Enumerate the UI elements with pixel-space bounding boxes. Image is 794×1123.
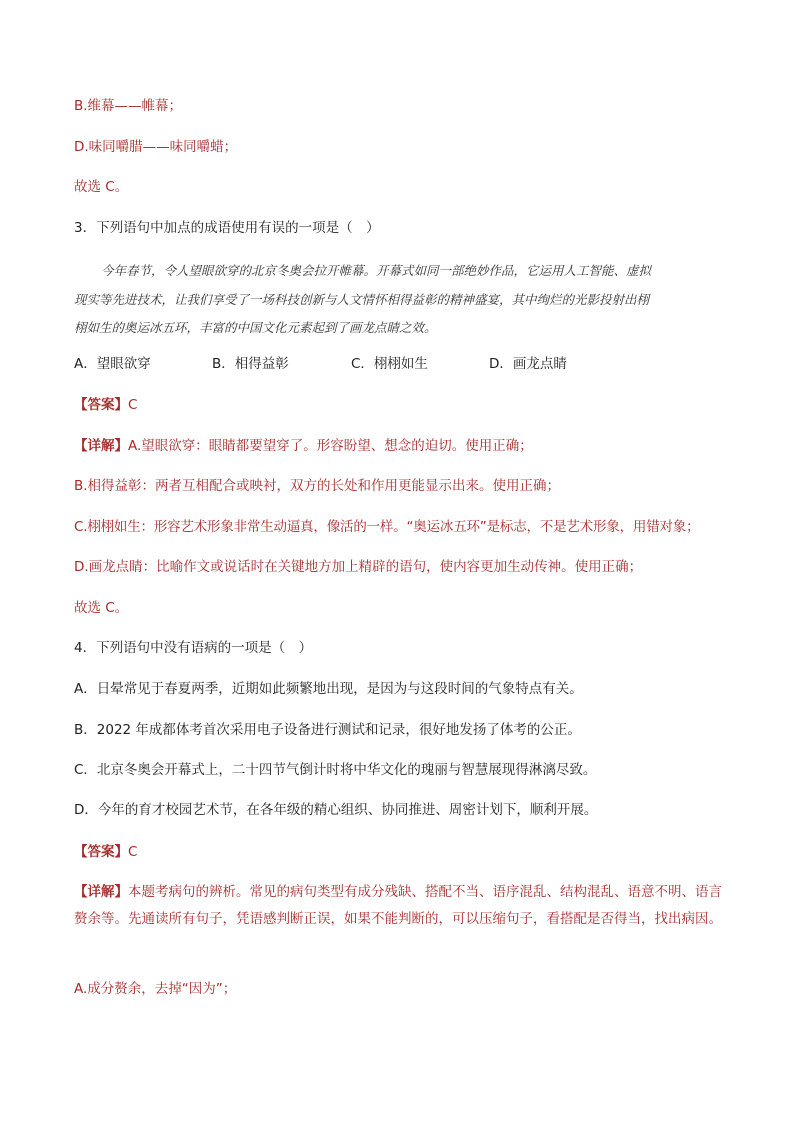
q2-option-b-correction: B.维幕——帷幕； <box>74 98 183 114</box>
q4-option-d: D．今年的育才校园艺术节，在各年级的精心组织、协同推进、周密计划下，顺利开展。 <box>74 802 598 818</box>
q3-passage <box>74 257 724 343</box>
q4-answer-value: C <box>128 844 138 860</box>
q3-conclusion: 故选 C。 <box>74 600 129 616</box>
q4-detail <box>74 879 724 933</box>
q2-conclusion: 故选 C。 <box>74 179 129 195</box>
q3-option-a: A．望眼欲穿 <box>74 356 151 372</box>
q3-option-d: D．画龙点睛 <box>489 356 567 372</box>
q3-answer-value: C <box>128 397 138 413</box>
q3-option-c: C．栩栩如生 <box>351 356 428 372</box>
q4-option-c: C．北京冬奥会开幕式上，二十四节气倒计时将中华文化的瑰丽与智慧展现得淋漓尽致。 <box>74 762 597 778</box>
q4-option-b: B．2022 年成都体考首次采用电子设备进行测试和记录，很好地发扬了体考的公正。 <box>74 722 581 738</box>
q3-options <box>74 354 567 374</box>
q4-detail-text: 本题考病句的辨析。常见的病句类型有成分残缺、搭配不当、语序混乱、结构混乱、语意不明、语言赘余等。先通读所有句子，凭语感判断正误，如果不能判断的，可以压缩句子，看搭配是否得当，找出病因。 <box>74 884 722 927</box>
q4-option-a: A．日晕常见于春夏两季，近期如此频繁地出现，是因为与这段时间的气象特点有关。 <box>74 681 583 697</box>
q3-stem: 3．下列语句中加点的成语使用有误的一项是（ ） <box>74 220 380 236</box>
q3-passage-line-2: 现实等先进技术，让我们享受了一场科技创新与人文情怀相得益彰的精神盛宴，其中绚烂的光影投射出栩 <box>74 291 650 307</box>
q3-option-b: B．相得益彰 <box>212 356 289 372</box>
q3-detail-d: D.画龙点睛：比喻作文或说话时在关键地方加上精辟的语句，使内容更加生动传神。使用正确； <box>74 559 643 575</box>
q4-detail-tag: 【详解】 <box>74 884 128 900</box>
q3-detail-tag: 【详解】 <box>74 438 128 454</box>
q4-stem: 4．下列语句中没有语病的一项是（ ） <box>74 640 313 656</box>
q4-answer <box>74 842 137 862</box>
q4-answer-tag: 【答案】 <box>74 844 128 860</box>
q3-detail-a-text: A.望眼欲穿：眼睛都要望穿了。形容盼望、想念的迫切。使用正确； <box>128 438 533 454</box>
q3-answer-tag: 【答案】 <box>74 397 128 413</box>
q4-detail-a: A.成分赘余，去掉“因为”； <box>74 981 237 997</box>
q3-detail-c: C.栩栩如生：形容艺术形象非常生动逼真，像活的一样。“奥运冰五环”是标志，不是艺术形象，用错对象； <box>74 519 700 535</box>
q3-answer <box>74 395 137 415</box>
q3-passage-line-1: 今年春节，令人望眼欲穿的北京冬奥会拉开帷幕。开幕式如同一部绝妙作品，它运用人工智能、虚拟 <box>101 263 652 278</box>
q3-detail-b: B.相得益彰：两者互相配合或映衬，双方的长处和作用更能显示出来。使用正确； <box>74 478 561 494</box>
q2-option-d-correction: D.味同嚼腊——味同嚼蜡； <box>74 139 238 155</box>
q3-passage-line-3: 栩如生的奥运冰五环，丰富的中国文化元素起到了画龙点睛之效。 <box>74 320 437 335</box>
q3-detail-a <box>74 436 533 456</box>
